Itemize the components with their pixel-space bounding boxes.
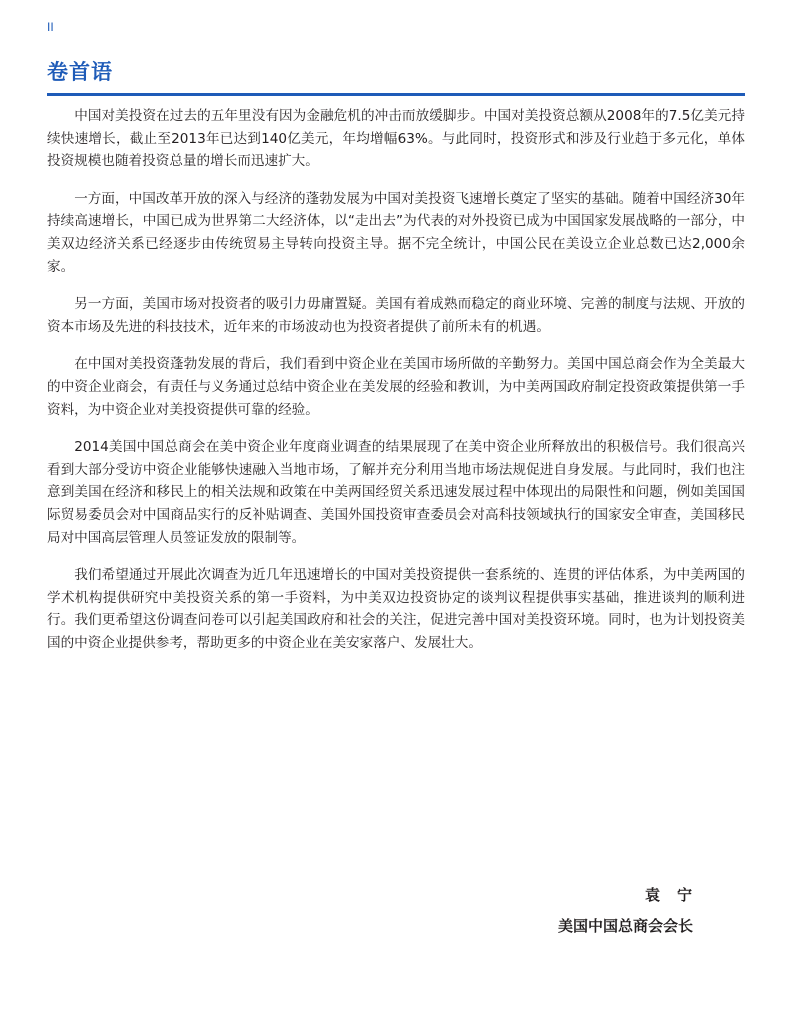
paragraph-6: 我们希望通过开展此次调查为近几年迅速增长的中国对美投资提供一套系统的、连贯的评估体系，为中美两国的学术机构提供研究中美投资关系的第一手资料，为中美双边投资协定的谈判议程提供事实基础，推进谈判的顺利进行。我们更希望这份调查问卷可以引起美国政府和社会的关注，促进完善中国对美投资环境。同时，也为计划投资美国的中资企业提供参考，帮助更多的中资企业在美安家落户、发展壮大。 [47,567,745,651]
page-title: 卷首语 [47,60,113,84]
paragraph-4: 在中国对美投资蓬勃发展的背后，我们看到中资企业在美国市场所做的辛勤努力。美国中国总商会作为全美最大的中资企业商会，有责任与义务通过总结中资企业在美发展的经验和教训，为中美两国政府制定投资政策提供第一手资料，为中资企业对美投资提供可靠的经验。 [47,356,745,418]
body-text [47,105,745,669]
signature-title: 美国中国总商会会长 [558,917,694,935]
signature-name: 袁 宁 [644,886,693,904]
paragraph-5: 2014美国中国总商会在美中资企业年度商业调查的结果展现了在美中资企业所释放出的积极信号。我们很高兴看到大部分受访中资企业能够快速融入当地市场，了解并充分利用当地市场法规促进自身发展。与此同时，我们也注意到美国在经济和移民上的相关法规和政策在中美两国经贸关系迅速发展过程中体现出的局限性和问题，例如美国国际贸易委员会对中国商品实行的反补贴调查、美国外国投资审查委员会对高科技领域执行的国家安全审查，美国移民局对中国高层管理人员签证发放的限制等。 [47,439,745,546]
title-underline [47,93,745,96]
page-number: II [47,20,54,34]
paragraph-1: 中国对美投资在过去的五年里没有因为金融危机的冲击而放缓脚步。中国对美投资总额从2008年的7.5亿美元持续快速增长，截止至2013年已达到140亿美元，年均增幅63%。与此同时，投资形式和涉及行业趋于多元化，单体投资规模也随着投资总量的增长而迅速扩大。 [47,108,745,170]
signature-block [540,884,740,936]
paragraph-2: 一方面，中国改革开放的深入与经济的蓬勃发展为中国对美投资飞速增长奠定了坚实的基础。随着中国经济30年持续高速增长，中国已成为世界第二大经济体，以“走出去”为代表的对外投资已成为中国国家发展战略的一部分，中美双边经济关系已经逐步由传统贸易主导转向投资主导。据不完全统计，中国公民在美设立企业总数已达2,000余家。 [47,190,745,275]
paragraph-3: 另一方面，美国市场对投资者的吸引力毋庸置疑。美国有着成熟而稳定的商业环境、完善的制度与法规、开放的资本市场及先进的科技技术，近年来的市场波动也为投资者提供了前所未有的机遇。 [47,296,745,335]
